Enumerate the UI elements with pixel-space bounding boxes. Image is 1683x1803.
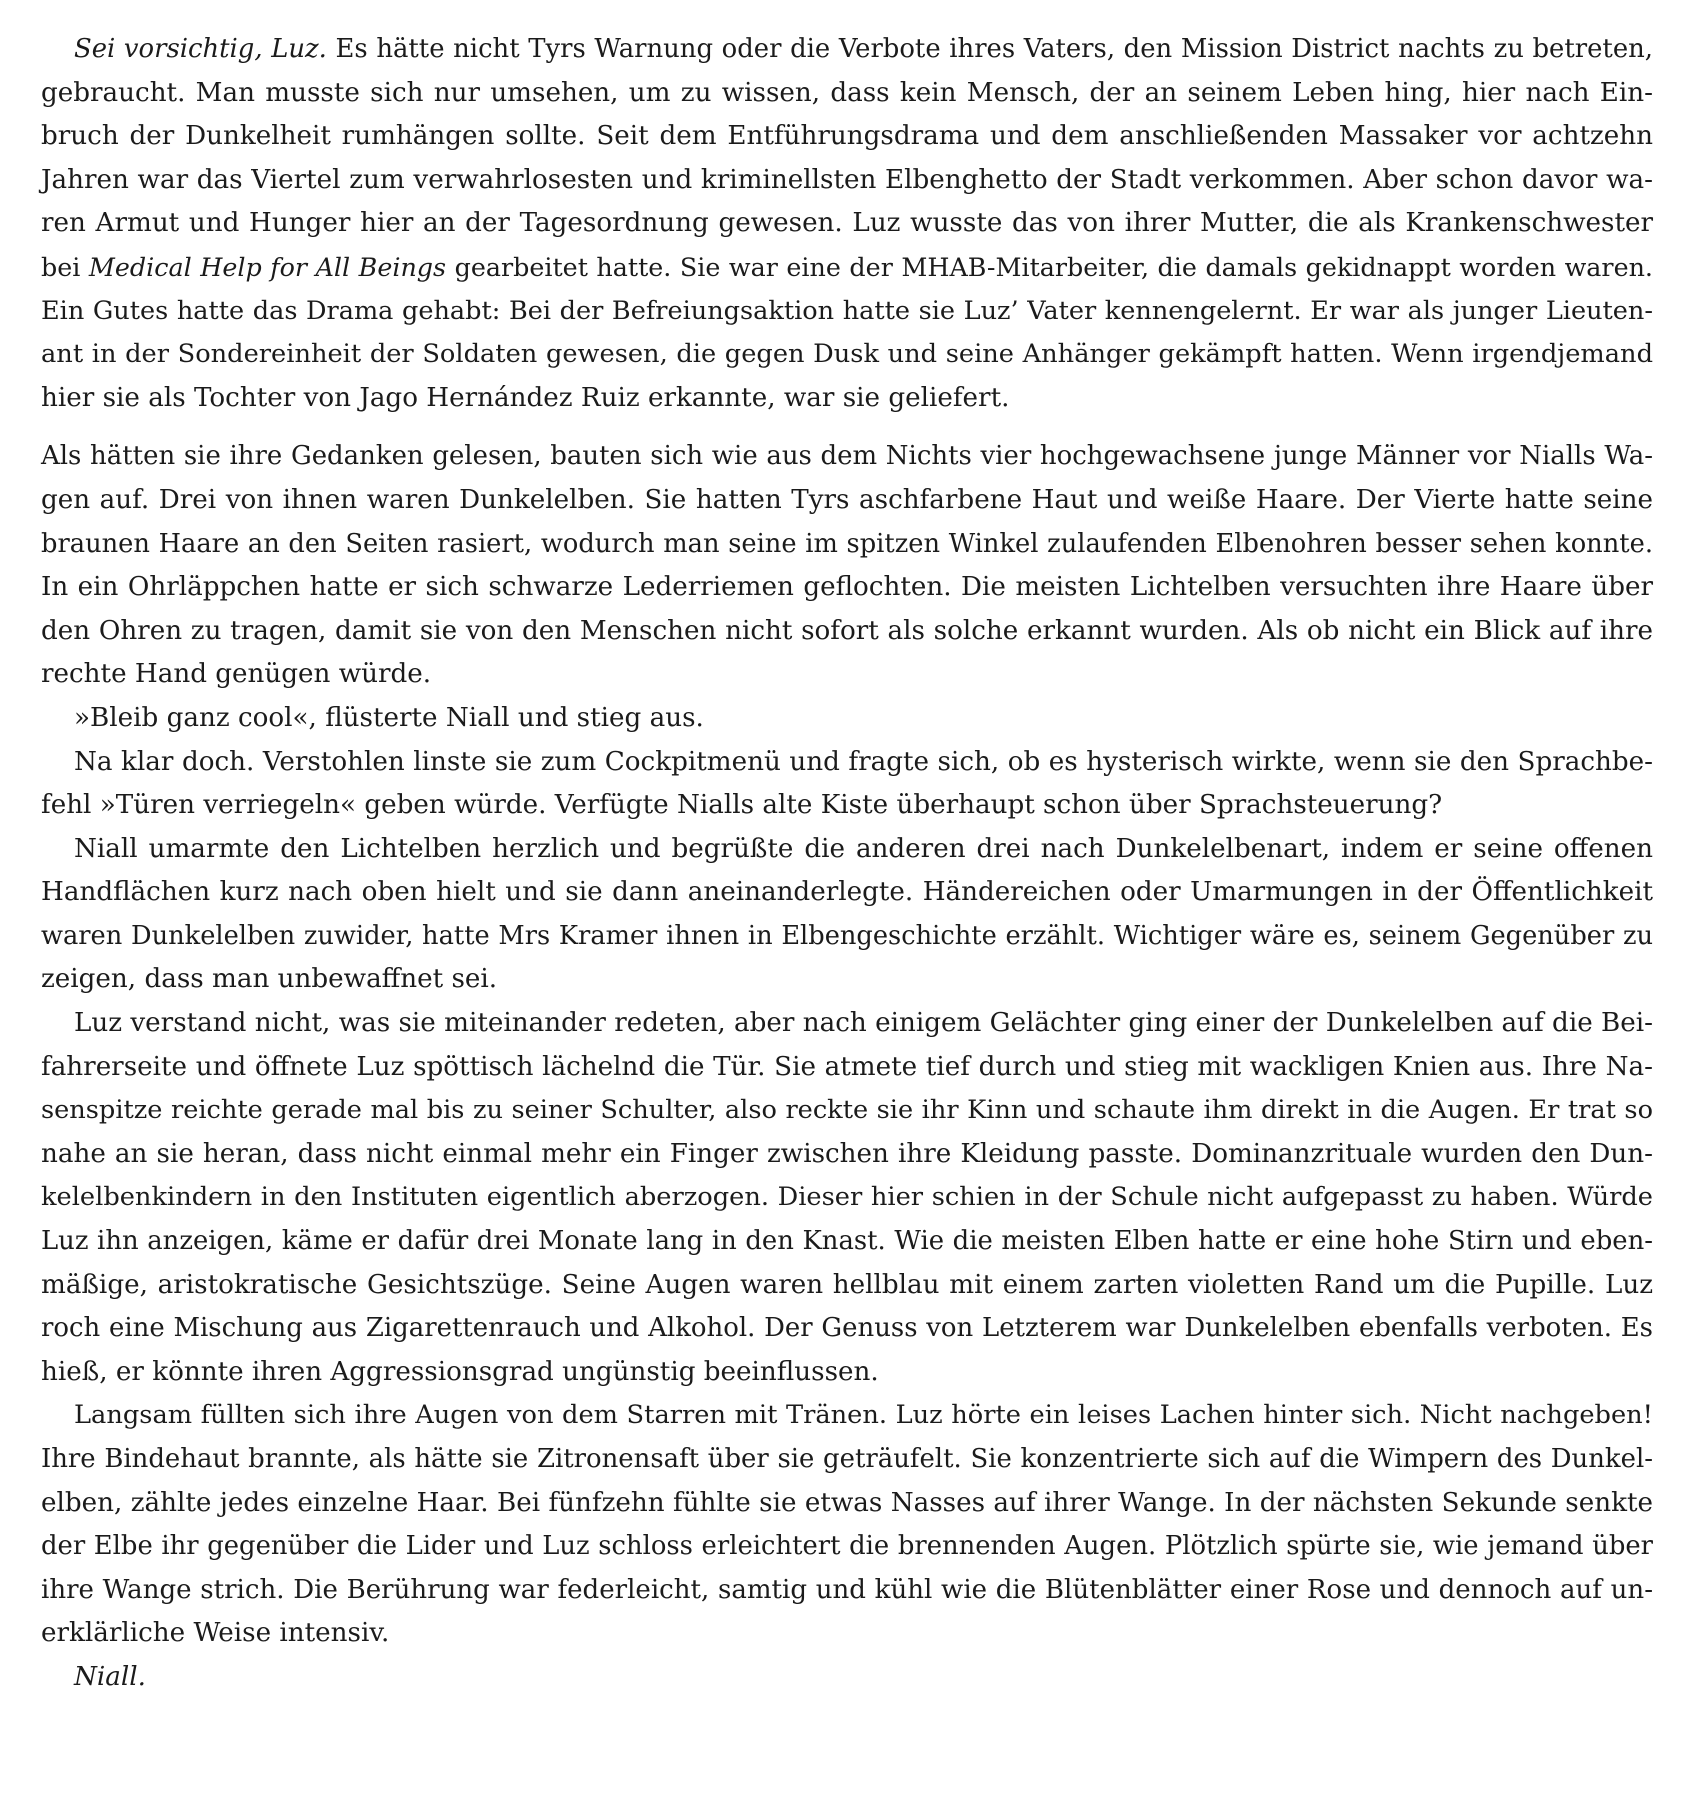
- text-line: [41, 1176, 1653, 1220]
- body-text: roch eine Mischung aus Zigarettenrauch und Alkohol. Der Genuss von Letzterem war Dunkelelben ebenfalls verboten. Es: [41, 1313, 1653, 1344]
- body-text: Na klar doch. Verstohlen linste sie zum Cockpitmenü und fragte sich, ob es hysterisch wirkte, wenn sie den Sprachbe-: [74, 746, 1653, 777]
- paragraph: [41, 28, 1653, 420]
- text-line: [41, 1046, 1653, 1090]
- body-text: rechte Hand genügen würde.: [41, 659, 432, 690]
- text-line: [41, 610, 1653, 654]
- body-text: ant in der Sondereinheit der Soldaten gewesen, die gegen Dusk und seine Anhänger gekämpft hatten. Wenn irgendjemand: [41, 339, 1653, 370]
- text-line: [41, 1482, 1653, 1526]
- body-text: senspitze reichte gerade mal bis zu seiner Schulter, also reckte sie ihr Kinn und schaute ihm direkt in die Augen. Er trat so: [41, 1095, 1653, 1126]
- text-line: [41, 653, 1653, 697]
- body-text: bruch der Dunkelheit rumhängen sollte. Seit dem Entführungsdrama und dem anschließenden Massaker vor achtzehn: [41, 121, 1653, 152]
- text-line: [41, 115, 1653, 159]
- text-line: [41, 1089, 1653, 1133]
- body-text: braunen Haare an den Seiten rasiert, wodurch man seine im spitzen Winkel zulaufenden Elbenohren besser sehen konnte.: [41, 528, 1653, 559]
- body-text: »Bleib ganz cool«, flüsterte Niall und stieg aus.: [74, 702, 704, 733]
- body-text: gen auf. Drei von ihnen waren Dunkelelben. Sie hatten Tyrs aschfarbene Haut und weiße Haare. Der Vierte hatte seine: [41, 484, 1653, 515]
- text-line: [41, 523, 1653, 567]
- body-text: Langsam füllten sich ihre Augen von dem Starren mit Tränen. Luz hörte ein leises Lachen hinter sich. Nicht nachgeben!: [74, 1400, 1653, 1431]
- body-text: gebraucht. Man musste sich nur umsehen, um zu wissen, dass kein Mensch, der an seinem Leben hing, hier nach Ein-: [41, 77, 1653, 108]
- text-line: [41, 958, 1653, 1002]
- body-text: Jahren war das Viertel zum verwahrlosesten und kriminellsten Elbenghetto der Stadt verkommen. Aber schon davor wa-: [41, 164, 1653, 195]
- body-text: fahrerseite und öffnete Luz spöttisch lächelnd die Tür. Sie atmete tief durch und stieg mit wackligen Knien aus. Ihre Na-: [41, 1051, 1653, 1082]
- text-line: [41, 1351, 1653, 1395]
- text-line: [41, 246, 1653, 290]
- text-line: [41, 784, 1653, 828]
- text-line: [41, 1569, 1653, 1613]
- body-text: erklärliche Weise intensiv.: [41, 1618, 390, 1649]
- text-line: [41, 828, 1653, 872]
- paragraph: [41, 435, 1653, 1699]
- text-line: [41, 72, 1653, 116]
- body-text: Ihre Bindehaut brannte, als hätte sie Zitronensaft über sie geträufelt. Sie konzentrierte sich auf die Wimpern des Dunkel-: [41, 1444, 1653, 1474]
- text-line: [41, 566, 1653, 610]
- text-line: [41, 1133, 1653, 1177]
- text-line: [41, 28, 1653, 72]
- italic-text: Niall.: [74, 1661, 146, 1692]
- body-text: ihre Wange strich. Die Berührung war federleicht, samtig und kühl wie die Blütenblätter einer Rose und dennoch auf un-: [41, 1574, 1653, 1605]
- text-line: [41, 1394, 1653, 1438]
- paragraph-gap: [41, 420, 1653, 435]
- text-line: [41, 1656, 1653, 1700]
- text-line: [41, 1438, 1653, 1482]
- text-line: [41, 741, 1653, 785]
- body-text: kelelbenkindern in den Instituten eigentlich aberzogen. Dieser hier schien in der Schule nicht aufgepasst zu haben. Würde: [41, 1182, 1653, 1213]
- body-text: In ein Ohrläppchen hatte er sich schwarze Lederriemen geflochten. Die meisten Lichtelben versuchten ihre Haare über: [41, 572, 1653, 603]
- text-line: [41, 290, 1653, 334]
- body-text: fehl »Türen verriegeln« geben würde. Verfügte Nialls alte Kiste überhaupt schon über Sprachsteuerung?: [41, 790, 1443, 821]
- text-line: [41, 333, 1653, 377]
- body-text: Luz verstand nicht, was sie miteinander redeten, aber nach einigem Gelächter ging einer der Dunkelelben auf die Bei-: [74, 1008, 1653, 1039]
- body-text: Luz ihn anzeigen, käme er dafür drei Monate lang in den Knast. Wie die meisten Elben hatte er eine hohe Stirn und eben-: [41, 1226, 1653, 1257]
- text-line: [41, 159, 1653, 203]
- book-page: [41, 28, 1653, 1700]
- text-line: [41, 1220, 1653, 1264]
- body-text: Handflächen kurz nach oben hielt und sie dann aneinanderlegte. Händereichen oder Umarmungen in der Öffentlichkeit: [41, 877, 1653, 908]
- italic-text: Sei vorsichtig, Luz.: [74, 34, 327, 64]
- text-line: [41, 377, 1653, 421]
- italic-text: Medical Help for All Beings: [88, 251, 447, 282]
- text-line: [41, 202, 1653, 246]
- body-text: hieß, er könnte ihren Aggressionsgrad ungünstig beeinflussen.: [41, 1356, 879, 1387]
- text-line: [41, 697, 1653, 741]
- body-text: Niall umarmte den Lichtelben herzlich und begrüßte die anderen drei nach Dunkelelbenart, indem er seine offenen: [74, 833, 1653, 864]
- body-text: waren Dunkelelben zuwider, hatte Mrs Kramer ihnen in Elbengeschichte erzählt. Wichtiger wäre es, seinem Gegenüber zu: [41, 920, 1653, 951]
- text-line: [41, 915, 1653, 959]
- text-line: [41, 1002, 1653, 1046]
- text-line: [41, 1612, 1653, 1656]
- body-text: der Elbe ihr gegenüber die Lider und Luz schloss erleichtert die brennenden Augen. Plötzlich spürte sie, wie jemand über: [41, 1531, 1653, 1562]
- body-text: den Ohren zu tragen, damit sie von den Menschen nicht sofort als solche erkannt wurden. Als ob nicht ein Blick auf ihre: [41, 615, 1653, 646]
- body-text: bei: [41, 251, 89, 282]
- body-text: elben, zählte jedes einzelne Haar. Bei fünfzehn fühlte sie etwas Nasses auf ihrer Wange. In der nächsten Sekunde senkte: [41, 1487, 1653, 1518]
- text-line: [41, 435, 1653, 479]
- text-line: [41, 871, 1653, 915]
- body-text: gearbeitet hatte. Sie war eine der MHAB-Mitarbeiter, die damals gekidnappt worden waren.: [446, 251, 1653, 282]
- text-line: [41, 1264, 1653, 1308]
- body-text: Ein Gutes hatte das Drama gehabt: Bei der Befreiungsaktion hatte sie Luz’ Vater kennengelernt. Er war als junger Lieuten-: [41, 295, 1653, 326]
- text-line: [41, 1525, 1653, 1569]
- body-text: ren Armut und Hunger hier an der Tagesordnung gewesen. Luz wusste das von ihrer Mutter, die als Krankenschwester: [41, 208, 1653, 239]
- body-text: zeigen, dass man unbewaffnet sei.: [41, 964, 498, 995]
- body-text: Es hätte nicht Tyrs Warnung oder die Verbote ihres Vaters, den Mission District nachts zu betreten,: [326, 34, 1653, 64]
- text-line: [41, 1307, 1653, 1351]
- body-text: nahe an sie heran, dass nicht einmal mehr ein Finger zwischen ihre Kleidung passte. Dominanzrituale wurden den Dun-: [41, 1138, 1653, 1169]
- body-text: Als hätten sie ihre Gedanken gelesen, bauten sich wie aus dem Nichts vier hochgewachsene junge Männer vor Nialls Wa-: [41, 441, 1653, 472]
- text-line: [41, 479, 1653, 523]
- body-text: hier sie als Tochter von Jago Hernández Ruiz erkannte, war sie geliefert.: [41, 382, 1010, 413]
- body-text: mäßige, aristokratische Gesichtszüge. Seine Augen waren hellblau mit einem zarten violetten Rand um die Pupille. Luz: [41, 1269, 1653, 1300]
